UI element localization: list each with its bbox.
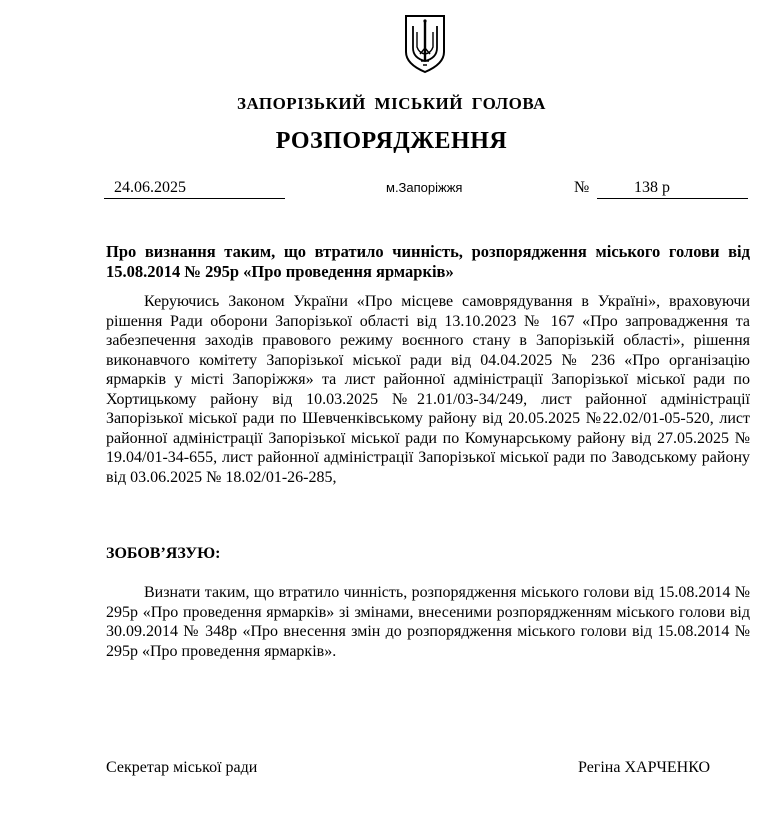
city-label: м.Запоріжжя bbox=[386, 180, 463, 195]
number-label: № bbox=[574, 179, 590, 196]
issuing-authority: ЗАПОРІЗЬКИЙ МІСЬКИЙ ГОЛОВА bbox=[237, 94, 546, 113]
signatory-position: Секретар міської ради bbox=[106, 759, 258, 776]
coat-of-arms-icon bbox=[403, 14, 447, 74]
preamble-paragraph bbox=[106, 292, 750, 487]
signatory-name: Регіна ХАРЧЕНКО bbox=[578, 759, 711, 776]
decision-paragraph bbox=[106, 583, 750, 661]
document-number: 138 р bbox=[634, 179, 670, 196]
document-date: 24.06.2025 bbox=[114, 179, 186, 196]
document-title: Про визнання таким, що втратило чинність, розпорядження міського голови від 15.08.2014 № 295р «Про проведення ярмарків» bbox=[106, 242, 750, 281]
number-line bbox=[597, 179, 748, 199]
decision-text: Визнати таким, що втратило чинність, розпорядження міського голови від 15.08.2014 № 295р «Про проведення ярмарків» зі змінами, внесеними розпорядженням міського голови від 30.09.2014 № 348р «Про внесення змін до розпорядження міського голови від 15.08.2014 № 295р «Про проведення ярмарків». bbox=[106, 584, 750, 660]
preamble-text: Керуючись Законом України «Про місцеве самоврядування в Україні», враховуючи рішення Ради оборони Запорізької області від 13.10.2023 № 167 «Про запровадження та забезпечення заходів правового режиму воєнного стану в Запорізькій області», рішення виконавчого комітету Запорізької міської ради від 04.04.2025 № 236 «Про організацію ярмарків у місті Запоріжжя» та лист районної адміністрації Запорізької міської ради по Хортицькому району від 10.03.2025 №21.01/03-34/249, лист районної адміністрації Запорізької міської ради по Шевченківському району від 20.05.2025 №22.02/01-05-520, лист районної адміністрації Запорізької міської ради по Комунарському району від 27.05.2025 № 19.04/01-34-655, лист районної адміністрації Запорізької міської ради по Заводському району від 03.06.2025 № 18.02/01-26-285, bbox=[106, 293, 750, 486]
document-type-heading: РОЗПОРЯДЖЕННЯ bbox=[275, 128, 508, 154]
date-line bbox=[104, 179, 285, 199]
order-word: ЗОБОВ’ЯЗУЮ: bbox=[106, 545, 221, 562]
